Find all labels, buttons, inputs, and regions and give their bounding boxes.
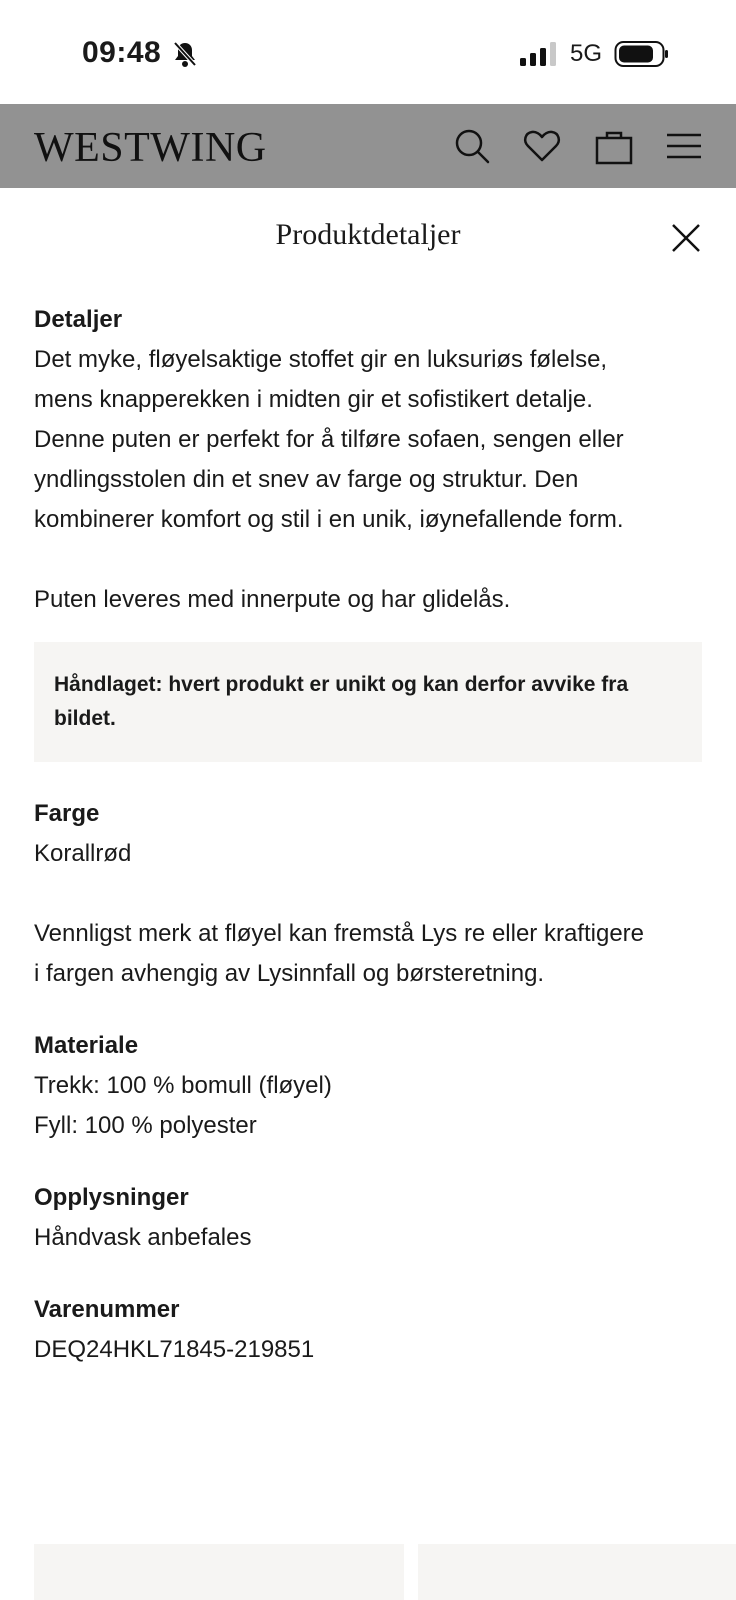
sku-value: DEQ24HKL71845-219851 — [34, 1336, 315, 1363]
westwing-logo[interactable]: WESTWING — [34, 125, 267, 171]
color-notice-line: i fargen avhengig av Lysinnfall og børsteretning. — [34, 960, 545, 987]
details-line: mens knapperekken i midten gir et sofistikert detalje. — [34, 386, 593, 413]
info-label: Opplysninger — [34, 1184, 189, 1211]
product-card[interactable] — [418, 1544, 736, 1600]
nav-bar — [0, 104, 736, 188]
info-value: Håndvask anbefales — [34, 1224, 252, 1251]
details-label: Detaljer — [34, 306, 123, 333]
status-bar — [0, 0, 736, 104]
panel-header — [0, 188, 736, 288]
product-card[interactable] — [34, 1544, 404, 1600]
menu-icon[interactable] — [664, 126, 704, 166]
sku-label: Varenummer — [34, 1296, 180, 1323]
battery-icon — [614, 40, 670, 68]
color-notice-line: Vennligst merk at fløyel kan fremstå Lys re eller kraftigere — [34, 920, 645, 947]
color-value: Korallrød — [34, 840, 132, 867]
material-label: Materiale — [34, 1032, 139, 1059]
bag-icon[interactable] — [594, 126, 634, 166]
signal-icon — [520, 42, 560, 66]
details-line: Denne puten er perfekt for å tilføre sofaen, sengen eller — [34, 426, 624, 453]
color-label: Farge — [34, 800, 100, 827]
details-line: kombinerer komfort og stil i en unik, iøynefallende form. — [34, 506, 624, 533]
status-time: 09:48 — [82, 36, 162, 69]
handmade-note — [34, 642, 702, 762]
material-line: Trekk: 100 % bomull (fløyel) — [34, 1072, 332, 1099]
details-extra: Puten leveres med innerpute og har glidelås. — [34, 586, 511, 613]
heart-icon[interactable] — [522, 126, 562, 166]
network-label: 5G — [570, 40, 603, 67]
details-line: yndlingsstolen din et snev av farge og struktur. Den — [34, 466, 579, 493]
bell-slash-icon — [172, 40, 198, 68]
search-icon[interactable] — [452, 126, 492, 166]
note-line: Håndlaget: hvert produkt er unikt og kan derfor avvike fra — [54, 673, 629, 696]
panel-title: Produktdetaljer — [275, 218, 461, 251]
note-line: bildet. — [54, 707, 116, 730]
details-line: Det myke, fløyelsaktige stoffet gir en luksuriøs følelse, — [34, 346, 608, 373]
material-line: Fyll: 100 % polyester — [34, 1112, 257, 1139]
close-icon[interactable] — [670, 222, 702, 254]
product-details-content — [34, 300, 704, 1370]
